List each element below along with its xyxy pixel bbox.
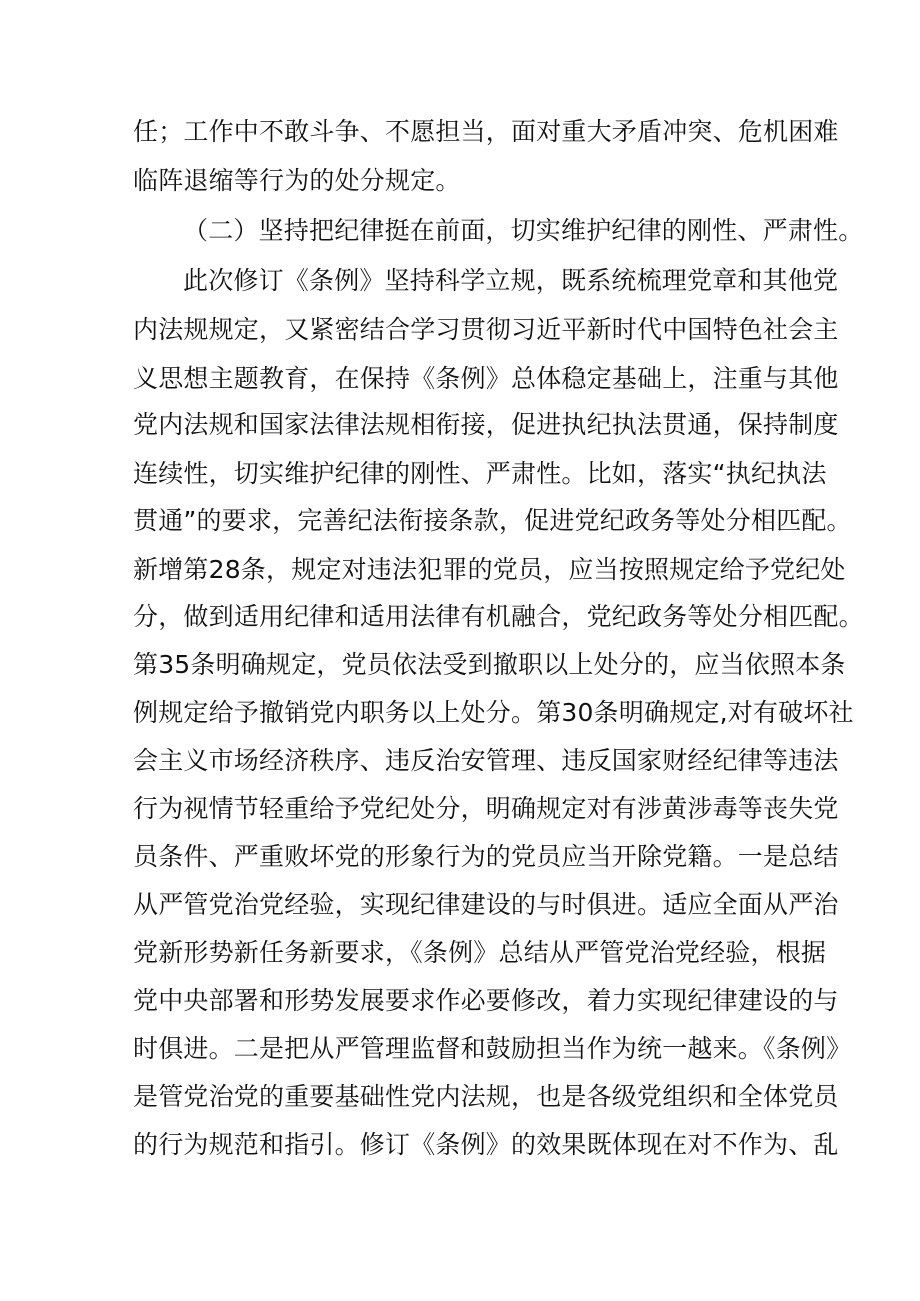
paragraph-start: 此次修订《条例》坚持科学立规，既系统梳理党章和其他党 (183, 266, 839, 295)
text-line: 连续性，切实维护纪律的刚性、严肃性。比如，落实“执纪执法 (133, 459, 827, 488)
text-line: 行为视情节轻重给予党纪处分，明确规定对有涉黄涉毒等丧失党 (133, 794, 839, 823)
text-line: 内法规规定，又紧密结合学习贯彻习近平新时代中国特色社会主 (133, 315, 839, 344)
text-line: 任；工作中不敢斗争、不愿担当，面对重大矛盾冲突、危机困难 (133, 117, 839, 146)
text-line: 义思想主题教育，在保持《条例》总体稳定基础上，注重与其他 (133, 364, 839, 393)
text-line: 党新形势新任务新要求，《条例》总结从严管党治党经验，根据 (133, 938, 827, 967)
section-heading: （二）坚持把纪律挺在前面，切实维护纪律的刚性、严肃性。 (183, 216, 864, 245)
text-line: 新增第28条，规定对违法犯罪的党员，应当按照规定给予党纪处 (133, 555, 846, 584)
text-line: 例规定给予撤销党内职务以上处分。第30条明确规定,对有破坏社 (133, 698, 854, 727)
text-line: 时俱进。二是把从严管理监督和鼓励担当作为统一越来。《条例》 (133, 1034, 852, 1063)
text-line: 分，做到适用纪律和适用法律有机融合，党纪政务等处分相匹配。 (133, 602, 864, 631)
text-line: 员条件、严重败坏党的形象行为的党员应当开除党籍。一是总结 (133, 842, 839, 871)
text-line: 党内法规和国家法律法规相衔接，促进执纪执法贯通，保持制度 (133, 410, 839, 439)
text-line: 的行为规范和指引。修订《条例》的效果既体现在对不作为、乱 (133, 1130, 839, 1159)
text-line: 从严管党治党经验，实现纪律建设的与时俱进。适应全面从严治 (133, 890, 839, 919)
text-line: 会主义市场经济秩序、违反治安管理、违反国家财经纪律等违法 (133, 746, 839, 775)
text-line: 党中央部署和形势发展要求作必要修改，着力实现纪律建设的与 (133, 986, 839, 1015)
text-line: 第35条明确规定，党员依法受到撤职以上处分的，应当依照本条 (133, 650, 846, 679)
text-line: 是管党治党的重要基础性党内法规，也是各级党组织和全体党员 (133, 1082, 839, 1111)
text-line: 临阵退缩等行为的处分规定。 (133, 166, 461, 195)
text-line: 贯通”的要求，完善纪法衔接条款，促进党纪政务等处分相匹配。 (133, 506, 852, 535)
